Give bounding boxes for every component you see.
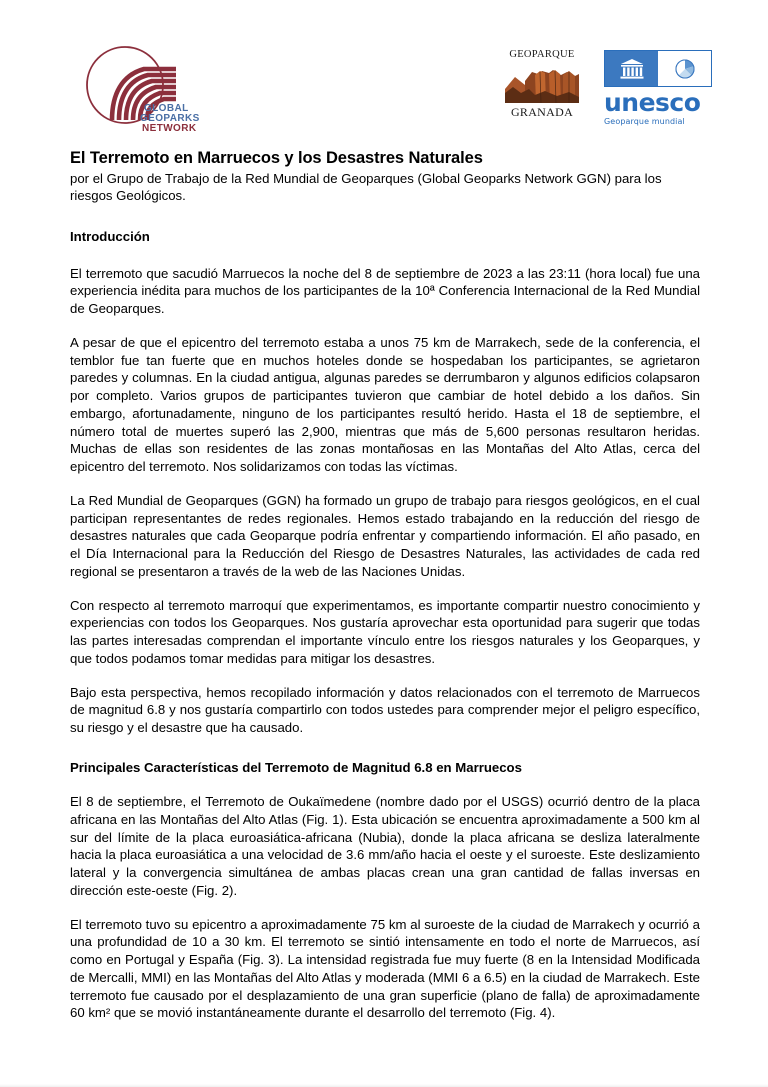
document-body [0,148,768,1022]
paragraph: El 8 de septiembre, el Terremoto de Oukaïmedene (nombre dado por el USGS) ocurrió dentro de la placa africana en las Montañas del Alto Atlas (Fig. 1). Esta ubicación se encuentra aproximadamente a 500 km al sur del límite de la placa euroasiática-africana (Nubia), donde la placa africana se desliza lateralmente hacia la placa euroasiática a una velocidad de 3.6 mm/año hacia el oeste y el suroeste. Este deslizamiento lateral y la convergencia simultánea de ambas placas crean una gran cantidad de fallas inversas en dirección este-oeste (Fig. 2). [70,794,700,898]
unesco-logo [604,50,712,126]
paragraph: Bajo esta perspectiva, hemos recopilado información y datos relacionados con el terremoto de Marruecos de magnitud 6.8 y nos gustaría compartirlo con todos ustedes para comprender mejor el peligro específico, su riesgo y el desastre que ha causado. [70,684,700,736]
paragraph: La Red Mundial de Geoparques (GGN) ha formado un grupo de trabajo para riesgos geológicos, en el cual participan representantes de redes regionales. Hemos estado trabajando en la reducción del riesgo de desastres naturales que cada Geoparque podría enfrentar y compartiendo información. El año pasado, en el Día Internacional para la Reducción del Riesgo de Desastres Naturales, las actividades de cada red regional se presentaron a través de la web de las Naciones Unidas. [70,492,700,579]
unesco-temple-cell [605,51,658,86]
paragraph: Con respecto al terremoto marroquí que experimentamos, es importante compartir nuestro conocimiento y experiencias con todos los Geoparques. Nos gustaría aprovechar esta oportunidad para sugerir que todas las partes interesadas comprendan el importante vínculo entre los riesgos naturales y los Geoparques, y que todos podamos tomar medidas para mitigar los desastres. [70,597,700,666]
page-title: El Terremoto en Marruecos y los Desastres Naturales [70,149,483,167]
granada-logo-top-word: GEOPARQUE [509,49,575,60]
granada-badlands-illustration [505,63,579,103]
paragraph: El terremoto que sacudió Marruecos la noche del 8 de septiembre de 2023 a las 23:11 (hora local) fue una experiencia inédita para muchos de los participantes de la 10ª Conferencia Internacional de la Red Mundial de Geoparques. [70,265,700,317]
ggn-logo-line-global: GLOBAL [144,103,189,114]
partner-logos [504,50,712,126]
geoparque-granada-logo [504,50,580,118]
granada-logo-bottom-word: GRANADA [510,104,574,119]
ggn-logo-line-network: NETWORK [142,123,197,134]
header-logo-band [0,0,768,148]
unesco-globe-icon [673,57,697,81]
unesco-wordmark: unesco [604,88,701,117]
unesco-globe-cell [658,51,711,86]
document-byline: por el Grupo de Trabajo de la Red Mundial de Geoparques (Global Geoparks Network GGN) para los riesgos Geológicos. [70,171,662,204]
unesco-tagline: Geoparque mundial [604,117,685,127]
paragraph: A pesar de que el epicentro del terremoto estaba a unos 75 km de Marrakech, sede de la conferencia, el temblor fue tan fuerte que en muchos hoteles donde se hospedaban los participantes, se agrietaron paredes y columnas. En la ciudad antigua, algunas paredes se derrumbaron y algunos edificios colapsaron por completo. Varios grupos de participantes tuvieron que cambiar de hotel debido a los daños. Sin embargo, afortunadamente, ninguno de los participantes resultó herido. Hasta el 18 de septiembre, el número total de muertes superó las 2,900, mientras que más de 5,600 personas resultaron heridas. Muchas de ellas son residentes de las zonas montañosas en las Montañas del Alto Atlas, cerca del epicentro del terremoto. Nos solidarizamos con todas las víctimas. [70,334,700,475]
paragraph: El terremoto tuvo su epicentro a aproximadamente 75 km al suroeste de la ciudad de Marrakech y ocurrió a una profundidad de 10 a 30 km. El terremoto se sintió intensamente en todo el norte de Marruecos, así como en Portugal y España (Fig. 3). La intensidad registrada fue muy fuerte (8 en la Intensidad Modificada de Mercalli, MMI) en las Montañas del Alto Atlas y moderada (MMI 6 a 6.5) en la ciudad de Marrakech. Este terremoto fue causado por el desplazamiento de una gran superficie (plano de falla) de aproximadamente 60 km² que se movió instantáneamente durante el desarrollo del terremoto (Fig. 4). [70,916,700,1021]
unesco-temple-icon [619,57,645,81]
ggn-logo-line-geoparks: GEOPARKS [140,113,200,124]
section-heading-principales-caracteristicas: Principales Características del Terremoto de Magnitud 6.8 en Marruecos [70,759,522,775]
section-heading-introduccion: Introducción [70,229,150,245]
unesco-emblem [604,50,712,87]
global-geoparks-network-logo [78,42,200,138]
